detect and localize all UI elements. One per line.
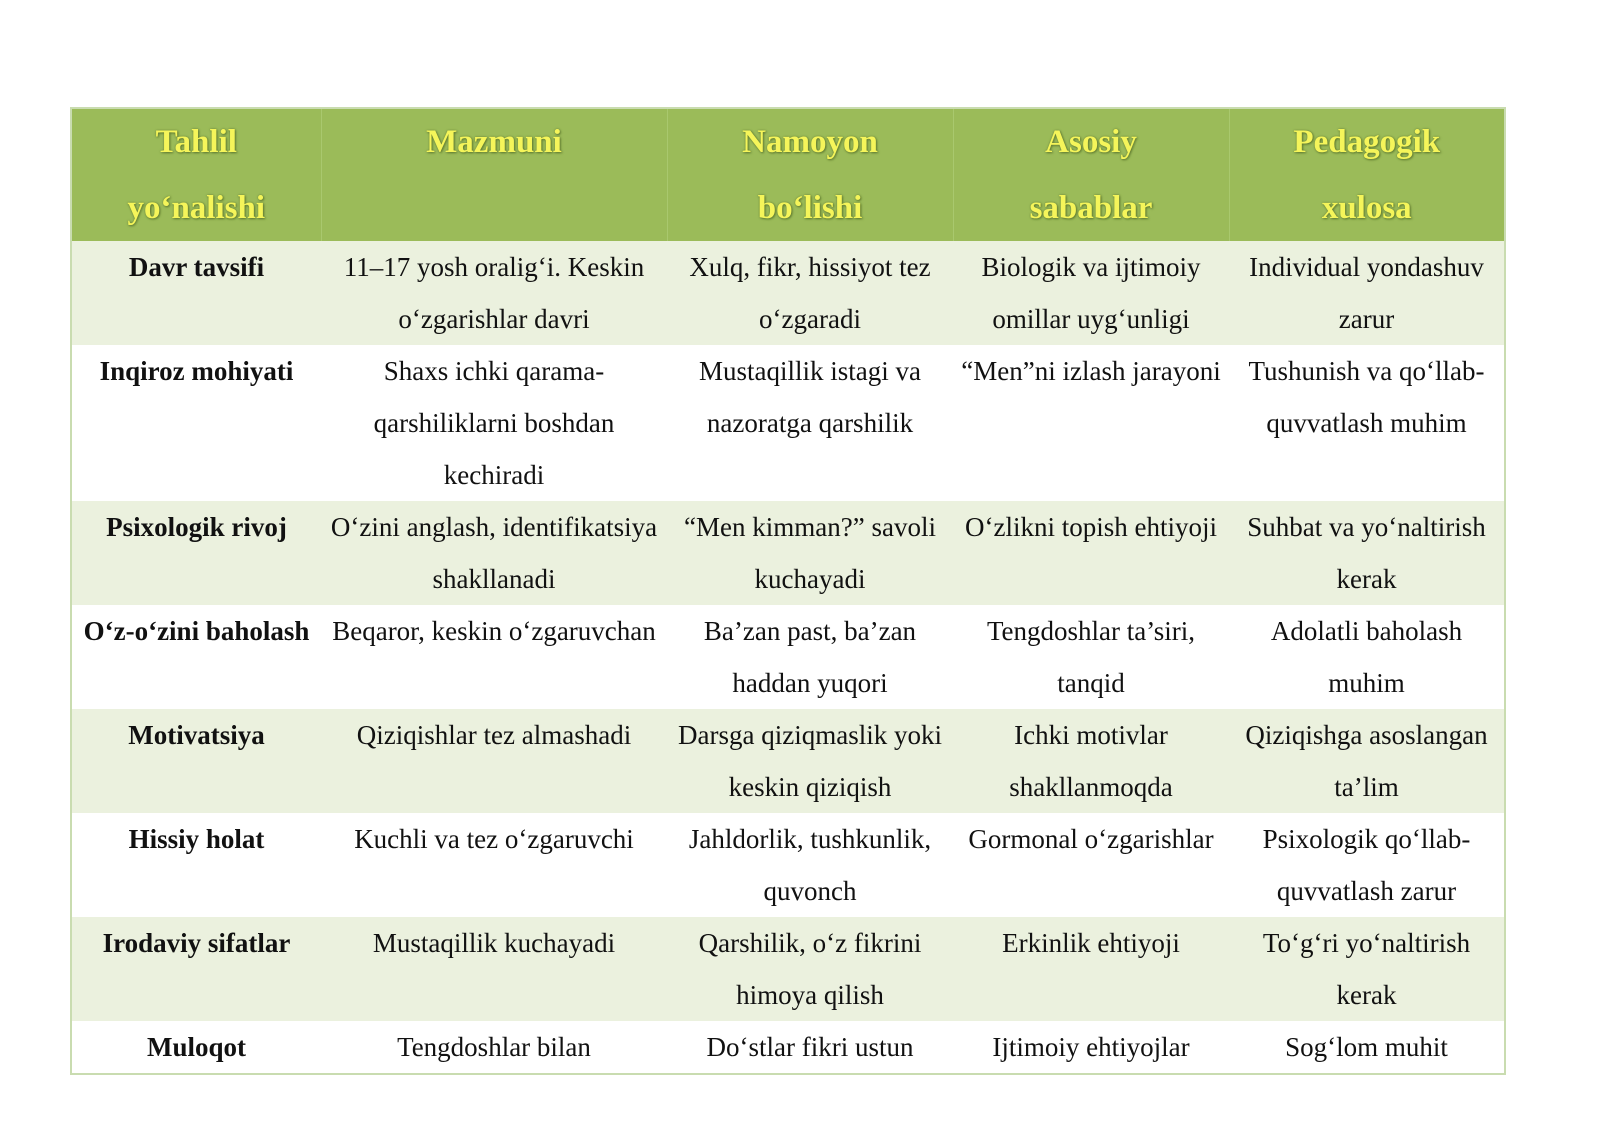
table-cell: Gormonal o‘zgarishlar (953, 813, 1229, 917)
table-cell: Kuchli va tez o‘zgaruvchi (321, 813, 667, 917)
table-cell: O‘zlikni topish ehtiyoji (953, 501, 1229, 605)
row-heading-cell: Psixologik rivoj (71, 501, 321, 605)
header-cell: Namoyon bo‘lishi (667, 108, 953, 241)
table-cell: Xulq, fikr, hissiyot tez o‘zgaradi (667, 241, 953, 345)
table-cell: Biologik va ijtimoiy omillar uyg‘unligi (953, 241, 1229, 345)
table-cell: Sog‘lom muhit (1229, 1021, 1505, 1074)
table-row (71, 241, 1505, 345)
table-cell: Tengdoshlar ta’siri, tanqid (953, 605, 1229, 709)
table-cell: Qarshilik, o‘z fikrini himoya qilish (667, 917, 953, 1021)
row-heading-cell: Motivatsiya (71, 709, 321, 813)
table-cell: Ichki motivlar shakllanmoqda (953, 709, 1229, 813)
row-heading-cell: O‘z-o‘zini baholash (71, 605, 321, 709)
table-cell: Shaxs ichki qarama-qarshiliklarni boshdan kechiradi (321, 345, 667, 501)
table-cell: 11–17 yosh oralig‘i. Keskin o‘zgarishlar davri (321, 241, 667, 345)
table-cell: Jahldorlik, tushkunlik, quvonch (667, 813, 953, 917)
table-row (71, 1021, 1505, 1074)
analysis-table (70, 107, 1506, 1075)
header-cell: Mazmuni (321, 108, 667, 241)
row-heading-cell: Inqiroz mohiyati (71, 345, 321, 501)
table-cell: Erkinlik ehtiyoji (953, 917, 1229, 1021)
row-heading-cell: Hissiy holat (71, 813, 321, 917)
table-cell: Individual yondashuv zarur (1229, 241, 1505, 345)
table-cell: Mustaqillik kuchayadi (321, 917, 667, 1021)
table-cell: Mustaqillik istagi va nazoratga qarshilik (667, 345, 953, 501)
table-cell: Qiziqishlar tez almashadi (321, 709, 667, 813)
table-cell: Ijtimoiy ehtiyojlar (953, 1021, 1229, 1074)
table-cell: Psixologik qo‘llab-quvvatlash zarur (1229, 813, 1505, 917)
table-cell: Darsga qiziqmaslik yoki keskin qiziqish (667, 709, 953, 813)
table-cell: O‘zini anglash, identifikatsiya shakllanadi (321, 501, 667, 605)
table-row (71, 917, 1505, 1021)
table-body (71, 241, 1505, 1074)
table-cell: Qiziqishga asoslangan ta’lim (1229, 709, 1505, 813)
row-heading-cell: Irodaviy sifatlar (71, 917, 321, 1021)
table-cell: Adolatli baholash muhim (1229, 605, 1505, 709)
header-cell: Asosiy sabablar (953, 108, 1229, 241)
header-cell: Tahlil yo‘nalishi (71, 108, 321, 241)
table-row (71, 345, 1505, 501)
table-row (71, 709, 1505, 813)
table-cell: “Men”ni izlash jarayoni (953, 345, 1229, 501)
row-heading-cell: Muloqot (71, 1021, 321, 1074)
table-cell: Tushunish va qo‘llab-quvvatlash muhim (1229, 345, 1505, 501)
row-heading-cell: Davr tavsifi (71, 241, 321, 345)
table-row (71, 813, 1505, 917)
table-cell: Tengdoshlar bilan (321, 1021, 667, 1074)
header-row (71, 108, 1505, 241)
table-cell: Beqaror, keskin o‘zgaruvchan (321, 605, 667, 709)
table-cell: Suhbat va yo‘naltirish kerak (1229, 501, 1505, 605)
header-cell: Pedagogik xulosa (1229, 108, 1505, 241)
table-row (71, 605, 1505, 709)
table-cell: Do‘stlar fikri ustun (667, 1021, 953, 1074)
table-row (71, 501, 1505, 605)
table-cell: “Men kimman?” savoli kuchayadi (667, 501, 953, 605)
table-header (71, 108, 1505, 241)
table-cell: To‘g‘ri yo‘naltirish kerak (1229, 917, 1505, 1021)
table-cell: Ba’zan past, ba’zan haddan yuqori (667, 605, 953, 709)
